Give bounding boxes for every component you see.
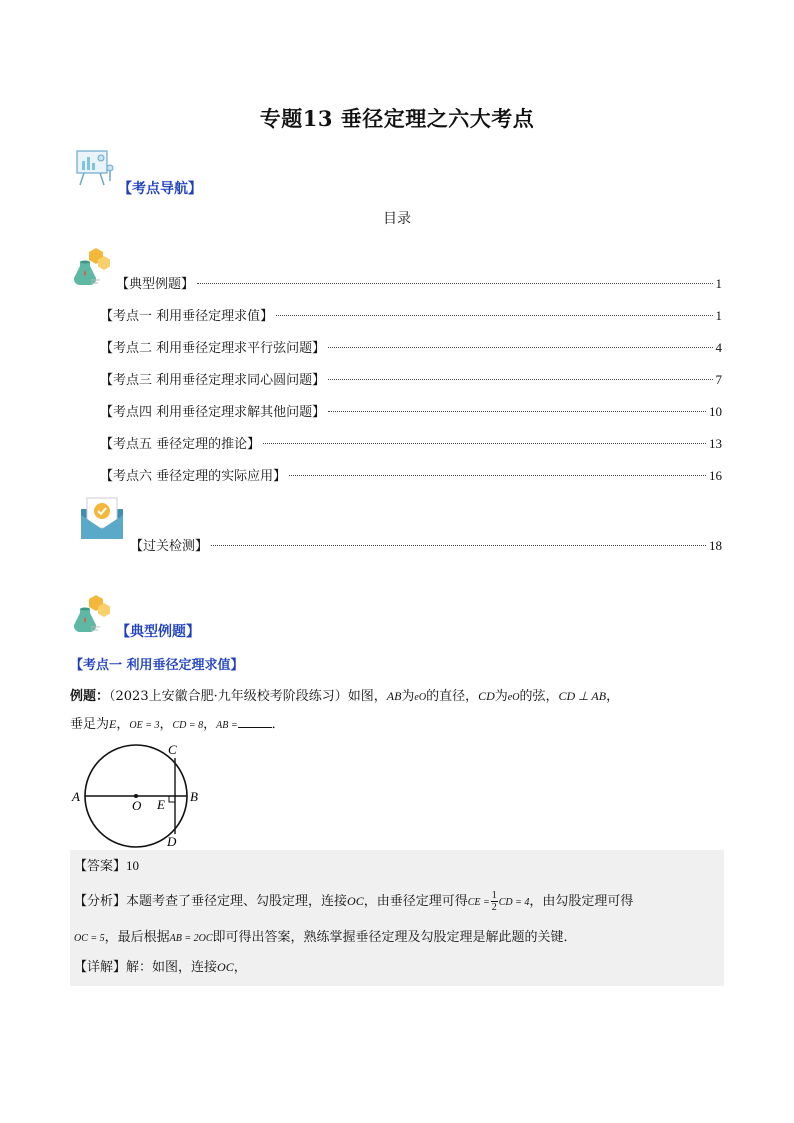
toc-leader [276,315,712,316]
math-ab-value: AB = [216,720,238,731]
toc-item-kp1[interactable] [100,305,722,323]
label-d: D [167,834,177,849]
kp1-heading: 【考点一 利用垂径定理求值】 [70,658,244,673]
text: 解：如图，连接 [126,960,218,975]
solution-box [70,850,724,986]
circle-figure [68,742,208,854]
toc-leader [328,347,712,348]
math-oe: OE = 3 [129,720,160,731]
toc-page: 18 [709,538,722,553]
math-perpendicular: CD ⊥ AB [558,689,607,703]
toc-label: 【考点五 垂径定理的推论】 [100,437,261,452]
toc-page: 13 [709,436,722,451]
toc-label: 【考点三 利用垂径定理求同心圆问题】 [100,373,326,388]
toc-leader [211,545,706,546]
fraction-numerator: 1 [491,890,497,901]
toc-item-kp2[interactable] [100,337,722,355]
toc-leader [263,443,706,444]
text: 的直径， [426,689,479,704]
label-b: B [190,789,198,804]
text: 为 [494,689,508,704]
text: ，由垂径定理可得 [363,894,468,909]
toc-label: 【考点四 利用垂径定理求解其他问题】 [100,405,326,420]
text: ， [203,717,217,732]
text: 本题考查了垂径定理、勾股定理，连接 [126,894,348,909]
analysis-label: 【分析】 [74,894,127,909]
toc-page: 1 [715,276,722,291]
text: ，由勾股定理可得 [529,894,634,909]
answer-value: 10 [126,858,140,873]
fraction-one-half [491,890,498,913]
answer-blank [238,717,272,728]
toc-page: 4 [715,340,722,355]
toc-leader [197,283,712,284]
toc-page: 7 [715,372,722,387]
flask-hexagon-icon [72,246,112,290]
text: 为 [401,689,415,704]
math-cd-value: CD = 8 [172,720,204,731]
answer-line [74,852,139,880]
toc-leader [328,411,706,412]
detail-label: 【详解】 [74,960,127,975]
example-question [70,683,730,739]
math-ab: AB [386,689,402,703]
text: ， [159,717,173,732]
toc-title: 目录 [383,211,411,227]
text: 垂足为 [70,717,110,732]
text: 即可得出答案，熟练掌握垂径定理及勾股定理是解此题的关键． [212,930,577,945]
toc-item-kp3[interactable] [100,369,722,387]
toc-page: 10 [709,404,722,419]
toc-page: 1 [715,308,722,323]
page-title: 专题13 垂径定理之六大考点 [259,106,535,131]
easel-chart-icon [74,148,116,192]
math-circle-o: eO [507,692,520,703]
label-e: E [157,797,165,812]
example-source: （2023上安徽合肥·九年级校考阶段练习）如图， [109,689,387,704]
right-angle-mark [169,796,175,802]
toc-page: 16 [709,468,722,483]
math-circle-o: eO [414,692,427,703]
math-oc: OC [217,960,234,974]
analysis-line-1 [74,888,633,916]
math-oc-5: OC = 5 [74,933,105,944]
flask-hexagon-icon [72,593,112,637]
example-prefix: 例题： [70,689,110,704]
toc-item-kp5[interactable] [100,433,722,451]
toc-label: 【过关检测】 [130,539,209,554]
math-e: E [109,717,117,731]
section-heading: 【典型例题】 [116,624,200,640]
label-c: C [168,742,177,757]
label-o: O [132,798,142,813]
label-a: A [72,789,80,804]
toc-item-checkpoint[interactable] [130,535,722,553]
text: ， [233,960,247,975]
text: ，最后根据 [104,930,170,945]
toc-label: 【考点六 垂径定理的实际应用】 [100,469,287,484]
toc-label: 【考点一 利用垂径定理求值】 [100,309,274,324]
text: ， [606,689,620,704]
text: 的弦， [519,689,559,704]
answer-label: 【答案】 [74,859,127,874]
envelope-check-icon [80,495,124,545]
analysis-line-2 [74,924,577,952]
detail-line [74,954,247,981]
fraction-denominator: 2 [491,902,497,913]
toc-item-kp4[interactable] [100,401,722,419]
toc-label: 【典型例题】 [116,277,195,292]
math-cd-4: CD = 4 [498,897,530,908]
toc-label: 【考点二 利用垂径定理求平行弦问题】 [100,341,326,356]
toc-leader [289,475,706,476]
math-ab-2oc: AB = 2OC [169,933,213,944]
math-oc: OC [347,894,364,908]
text: ， [116,717,130,732]
math-cd: CD [478,689,495,703]
toc-leader [328,379,712,380]
math-ce: CE = [467,897,490,908]
toc-item-kp6[interactable] [100,465,722,483]
toc-item-typical-examples[interactable] [116,273,722,291]
text: ． [271,717,285,732]
nav-label: 【考点导航】 [118,181,202,197]
